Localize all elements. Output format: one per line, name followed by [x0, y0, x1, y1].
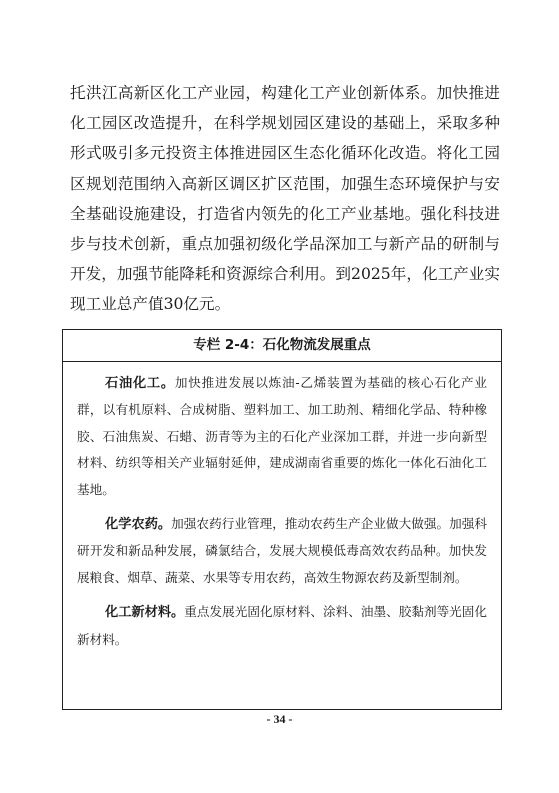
- box-body: [63, 362, 501, 653]
- entry-heading: 化学农药。: [105, 517, 172, 533]
- entry-petrochemical: [77, 370, 487, 503]
- entry-pesticides: [77, 511, 487, 591]
- entry-heading: 石油化工。: [105, 376, 175, 391]
- entry-text: 加快推进发展以炼油-乙烯装置为基础的核心石化产业群，以有机原料、合成树脂、塑料加工、加工助剂、精细化学品、特种橡胶、石油焦炭、石蜡、沥青等为主的石化产业深加工群，并进一步向新型材料、纺织等相关产业辐射延伸，建成湖南省重要的炼化一体化石油化工基地。: [77, 375, 488, 497]
- entry-heading: 化工新材料。: [105, 605, 185, 621]
- box-title: 专栏 2-4：石化物流发展重点: [63, 330, 501, 362]
- body-text: [70, 78, 500, 320]
- sidebar-box: [62, 329, 502, 710]
- entry-new-materials: [77, 599, 487, 653]
- body-paragraph: 托洪江高新区化工产业园，构建化工产业创新体系。加快推进化工园区改造提升，在科学规划园区建设的基础上，采取多种形式吸引多元投资主体推进园区生态化循环化改造。将化工园区规划范围纳入高新区调区扩区范围，加强生态环境保护与安全基础设施建设，打造省内领先的化工产业基地。强化科技进步与技术创新，重点加强初级化学品深加工与新产品的研制与开发，加强节能降耗和资源综合利用。到2025年，化工产业实现工业总产值30亿元。: [70, 84, 500, 314]
- entry-text: 重点发展光固化原材料、涂料、油墨、胶黏剂等光固化新材料。: [77, 604, 488, 647]
- page-number: - 34 -: [266, 712, 293, 726]
- entry-text: 加强农药行业管理，推动农药生产企业做大做强。加强科研开发和新品种发展，磷氯结合，发展大规模低毒高效农药品种。加快发展粮食、烟草、蔬菜、水果等专用农药，高效生物源农药及新型制剂。: [77, 516, 488, 585]
